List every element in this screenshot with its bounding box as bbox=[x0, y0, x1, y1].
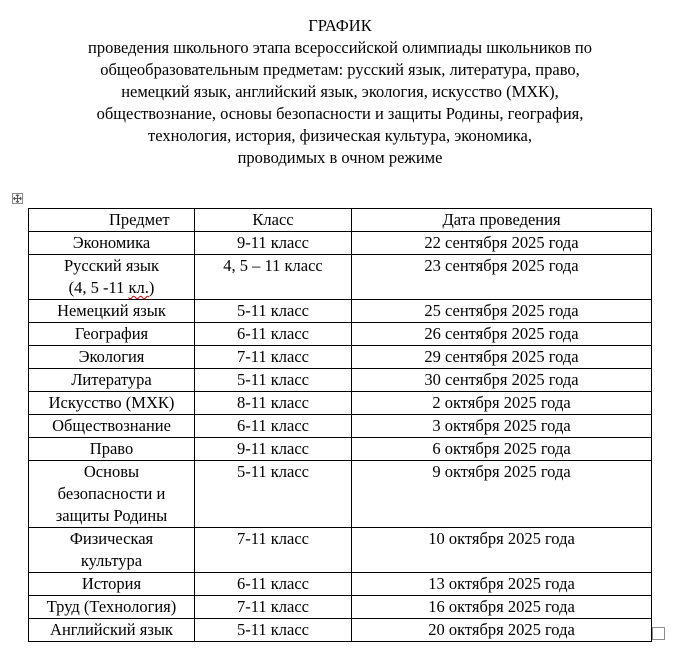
subject-text: Литература bbox=[71, 370, 152, 389]
spellcheck-marked-word: кл. bbox=[128, 278, 149, 297]
table-row bbox=[29, 596, 652, 619]
table-header-row bbox=[29, 209, 652, 232]
heading-line: проведения школьного этапа всероссийской олимпиады школьников по bbox=[88, 38, 592, 57]
header-subject bbox=[29, 209, 195, 232]
heading-title: ГРАФИК bbox=[308, 16, 372, 35]
schedule-table bbox=[28, 208, 652, 642]
cell-date: 25 сентября 2025 года bbox=[352, 300, 652, 323]
subject-text: Английский язык bbox=[50, 620, 173, 639]
cell-date: 3 октября 2025 года bbox=[352, 415, 652, 438]
document-heading bbox=[30, 15, 650, 169]
header-date-label: Дата проведения bbox=[442, 210, 561, 229]
subject-text-part: (4, 5 -11 bbox=[68, 278, 129, 297]
subject-text: Труд (Технология) bbox=[46, 597, 177, 616]
table-row bbox=[29, 573, 652, 596]
cell-subject bbox=[29, 438, 195, 461]
subject-text: Искусство (МХК) bbox=[48, 393, 175, 412]
header-grade bbox=[195, 209, 352, 232]
cell-grade: 6-11 класс bbox=[195, 573, 352, 596]
table-move-handle-icon[interactable] bbox=[12, 193, 23, 204]
heading-line: технология, история, физическая культура, экономика, bbox=[148, 126, 532, 145]
cell-grade: 6-11 класс bbox=[195, 415, 352, 438]
subject-text: Обществознание bbox=[52, 416, 171, 435]
table-row bbox=[29, 300, 652, 323]
cell-subject bbox=[29, 255, 195, 300]
subject-text: Немецкий язык bbox=[57, 301, 166, 320]
cell-date: 30 сентября 2025 года bbox=[352, 369, 652, 392]
table-row bbox=[29, 619, 652, 642]
subject-text: безопасности и bbox=[57, 484, 166, 503]
cell-grade: 5-11 класс bbox=[195, 300, 352, 323]
cell-subject bbox=[29, 346, 195, 369]
cell-subject bbox=[29, 392, 195, 415]
cell-grade: 5-11 класс bbox=[195, 461, 352, 528]
cell-date: 20 октября 2025 года bbox=[352, 619, 652, 642]
subject-text: Основы bbox=[83, 462, 140, 481]
cell-grade: 9-11 класс bbox=[195, 438, 352, 461]
table-row bbox=[29, 255, 652, 300]
cell-subject bbox=[29, 300, 195, 323]
header-grade-label: Класс bbox=[252, 210, 294, 229]
table-row bbox=[29, 392, 652, 415]
cell-grade: 7-11 класс bbox=[195, 346, 352, 369]
cell-grade: 4, 5 – 11 класс bbox=[195, 255, 352, 300]
cell-date: 10 октября 2025 года bbox=[352, 528, 652, 573]
subject-text: культура bbox=[80, 551, 143, 570]
table-row bbox=[29, 528, 652, 573]
heading-line: проводимых в очном режиме bbox=[237, 148, 443, 167]
cell-grade: 9-11 класс bbox=[195, 232, 352, 255]
table-row bbox=[29, 415, 652, 438]
cell-grade: 7-11 класс bbox=[195, 596, 352, 619]
table-resize-handle-icon[interactable] bbox=[652, 627, 665, 640]
header-subject-label: Предмет bbox=[109, 210, 170, 229]
cell-date: 29 сентября 2025 года bbox=[352, 346, 652, 369]
cell-date: 13 октября 2025 года bbox=[352, 573, 652, 596]
heading-line: обществознание, основы безопасности и защиты Родины, география, bbox=[96, 104, 584, 123]
cell-date: 6 октября 2025 года bbox=[352, 438, 652, 461]
cell-date: 23 сентября 2025 года bbox=[352, 255, 652, 300]
table-row bbox=[29, 461, 652, 528]
cell-date: 16 октября 2025 года bbox=[352, 596, 652, 619]
cell-grade: 7-11 класс bbox=[195, 528, 352, 573]
cell-date: 2 октября 2025 года bbox=[352, 392, 652, 415]
table-row bbox=[29, 232, 652, 255]
cell-subject bbox=[29, 596, 195, 619]
subject-text bbox=[31, 277, 192, 299]
table-row bbox=[29, 346, 652, 369]
cell-grade: 6-11 класс bbox=[195, 323, 352, 346]
subject-text: Экономика bbox=[72, 233, 151, 252]
subject-text: География bbox=[74, 324, 149, 343]
subject-text: Экология bbox=[78, 347, 145, 366]
subject-text: Русский язык bbox=[63, 256, 160, 275]
header-date bbox=[352, 209, 652, 232]
cell-subject bbox=[29, 573, 195, 596]
table-row bbox=[29, 438, 652, 461]
cell-subject bbox=[29, 369, 195, 392]
cell-grade: 5-11 класс bbox=[195, 369, 352, 392]
table-row bbox=[29, 323, 652, 346]
cell-grade: 5-11 класс bbox=[195, 619, 352, 642]
cell-subject bbox=[29, 415, 195, 438]
subject-text: История bbox=[81, 574, 142, 593]
cell-date: 26 сентября 2025 года bbox=[352, 323, 652, 346]
cell-grade: 8-11 класс bbox=[195, 392, 352, 415]
cell-subject bbox=[29, 232, 195, 255]
cell-subject bbox=[29, 461, 195, 528]
subject-text-part: ) bbox=[148, 278, 155, 297]
subject-text: Право bbox=[89, 439, 134, 458]
cell-subject bbox=[29, 323, 195, 346]
cell-subject bbox=[29, 528, 195, 573]
heading-line: общеобразовательным предметам: русский язык, литература, право, bbox=[100, 60, 580, 79]
cell-date: 9 октября 2025 года bbox=[352, 461, 652, 528]
cell-date: 22 сентября 2025 года bbox=[352, 232, 652, 255]
subject-text: защиты Родины bbox=[55, 506, 168, 525]
subject-text: Физическая bbox=[69, 529, 154, 548]
table-row bbox=[29, 369, 652, 392]
heading-line: немецкий язык, английский язык, экология, искусство (МХК), bbox=[121, 82, 559, 101]
cell-subject bbox=[29, 619, 195, 642]
